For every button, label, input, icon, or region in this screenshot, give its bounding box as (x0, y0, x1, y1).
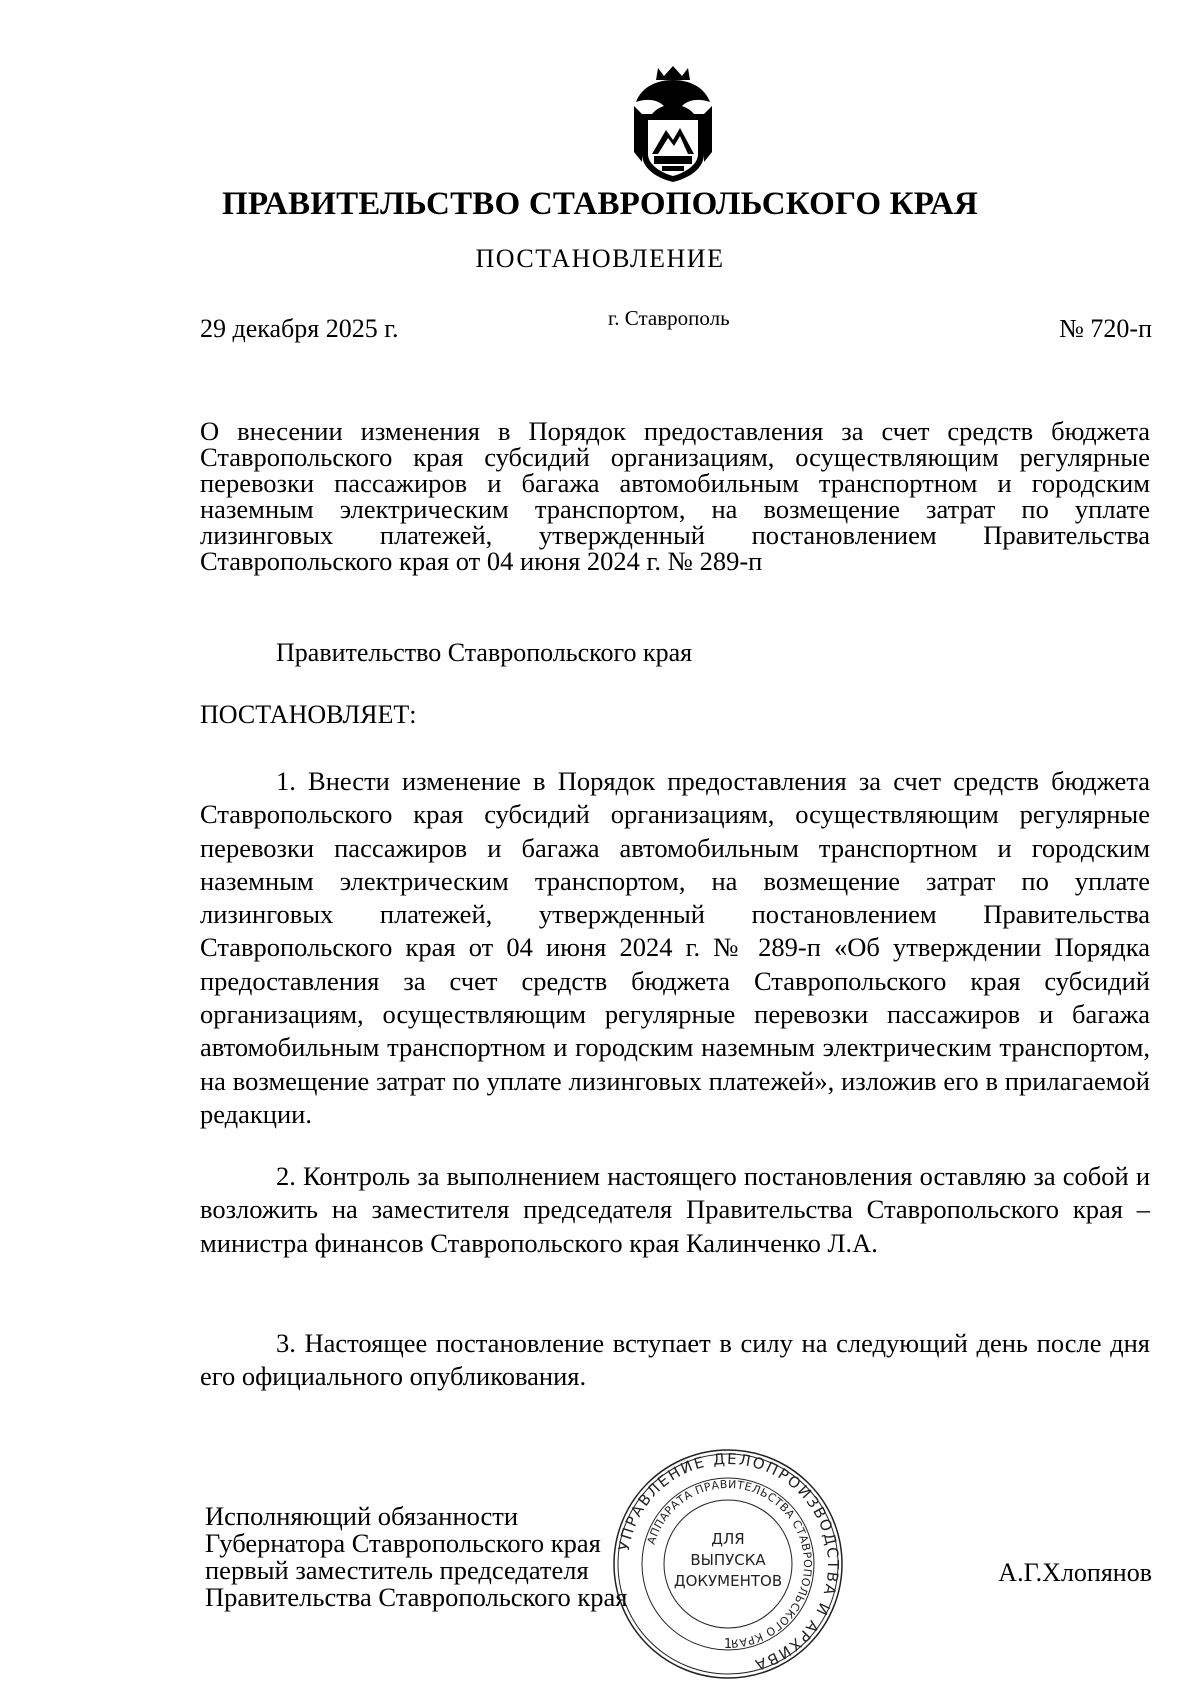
signature-line: первый заместитель председателя (205, 1555, 589, 1585)
stamp-center-line: ВЫПУСКА (690, 1551, 766, 1569)
stamp-inner-text: АППАРАТА ПРАВИТЕЛЬСТВА СТАВРОПОЛЬСКОГО КРАЯ (644, 1477, 815, 1651)
signature-line: Губернатора Ставропольского края (205, 1528, 601, 1558)
signature-block (205, 1503, 628, 1611)
paragraph-2: 2. Контроль за выполнением настоящего постановления оставляю за собой и возложить на заместителя председателя Правительства Ставропольского края – министра финансов Ставропольского края Калинченко Л.А. (200, 1161, 1150, 1258)
paragraph-3: 3. Настоящее постановление вступает в силу на следующий день после дня его официального опубликования. (200, 1328, 1150, 1392)
intro-line: Правительство Ставропольского края (276, 638, 693, 667)
government-title: ПРАВИТЕЛЬСТВО СТАВРОПОЛЬСКОГО КРАЯ (221, 186, 979, 222)
signer-name: А.Г.Хлопянов (998, 1558, 1152, 1587)
stamp-outer-text: УПРАВЛЕНИЕ ДЕЛОПРОИЗВОДСТВА И АРХИВА (614, 1449, 843, 1675)
document-city: г. Ставрополь (608, 306, 730, 330)
document-date: 29 декабря 2025 г. (200, 314, 399, 343)
document-number: № 720-п (1059, 314, 1152, 343)
resolves-heading: ПОСТАНОВЛЯЕТ: (200, 700, 417, 729)
paragraph-1: 1. Внести изменение в Порядок предоставления за счет средств бюджета Ставропольского края субсидий организациям, осуществляющим регулярные перевозки пассажиров и багажа автомобильным транспортном и городским наземным электрическим транспортом, на возмещение затрат по уплате лизинговых платежей, утвержденный постановлением Правительства Ставропольского края от 04 июня 2024 г. № 289-п «Об утверждении Порядка предоставления за счет средств бюджета Ставропольского края субсидий организациям, осуществляющим регулярные перевозки пассажиров и багажа автомобильным транспортном и городским наземным электрическим транспортом, на возмещение затрат по уплате лизинговых платежей», изложив его в прилагаемой редакции. (200, 766, 1150, 1129)
stamp-number: 1 (723, 1637, 733, 1652)
official-stamp (610, 1448, 846, 1680)
coat-of-arms-icon (628, 62, 718, 186)
signature-line: Исполняющий обязанности (205, 1501, 519, 1531)
stamp-center-line: ДЛЯ (711, 1530, 745, 1548)
document-subject: О внесении изменения в Порядок предоставления за счет средств бюджета Ставропольского края субсидий организациям, осуществляющим регулярные перевозки пассажиров и багажа автомобильным транспортном и городским наземным электрическим транспортом, на возмещение затрат по уплате лизинговых платежей, утвержденный постановлением Правительства Ставропольского края от 04 июня 2024 г. № 289-п (200, 416, 1150, 576)
signature-line: Правительства Ставропольского края (205, 1582, 628, 1612)
document-type: ПОСТАНОВЛЕНИЕ (475, 244, 725, 273)
stamp-center-line: ДОКУМЕНТОВ (673, 1572, 783, 1590)
